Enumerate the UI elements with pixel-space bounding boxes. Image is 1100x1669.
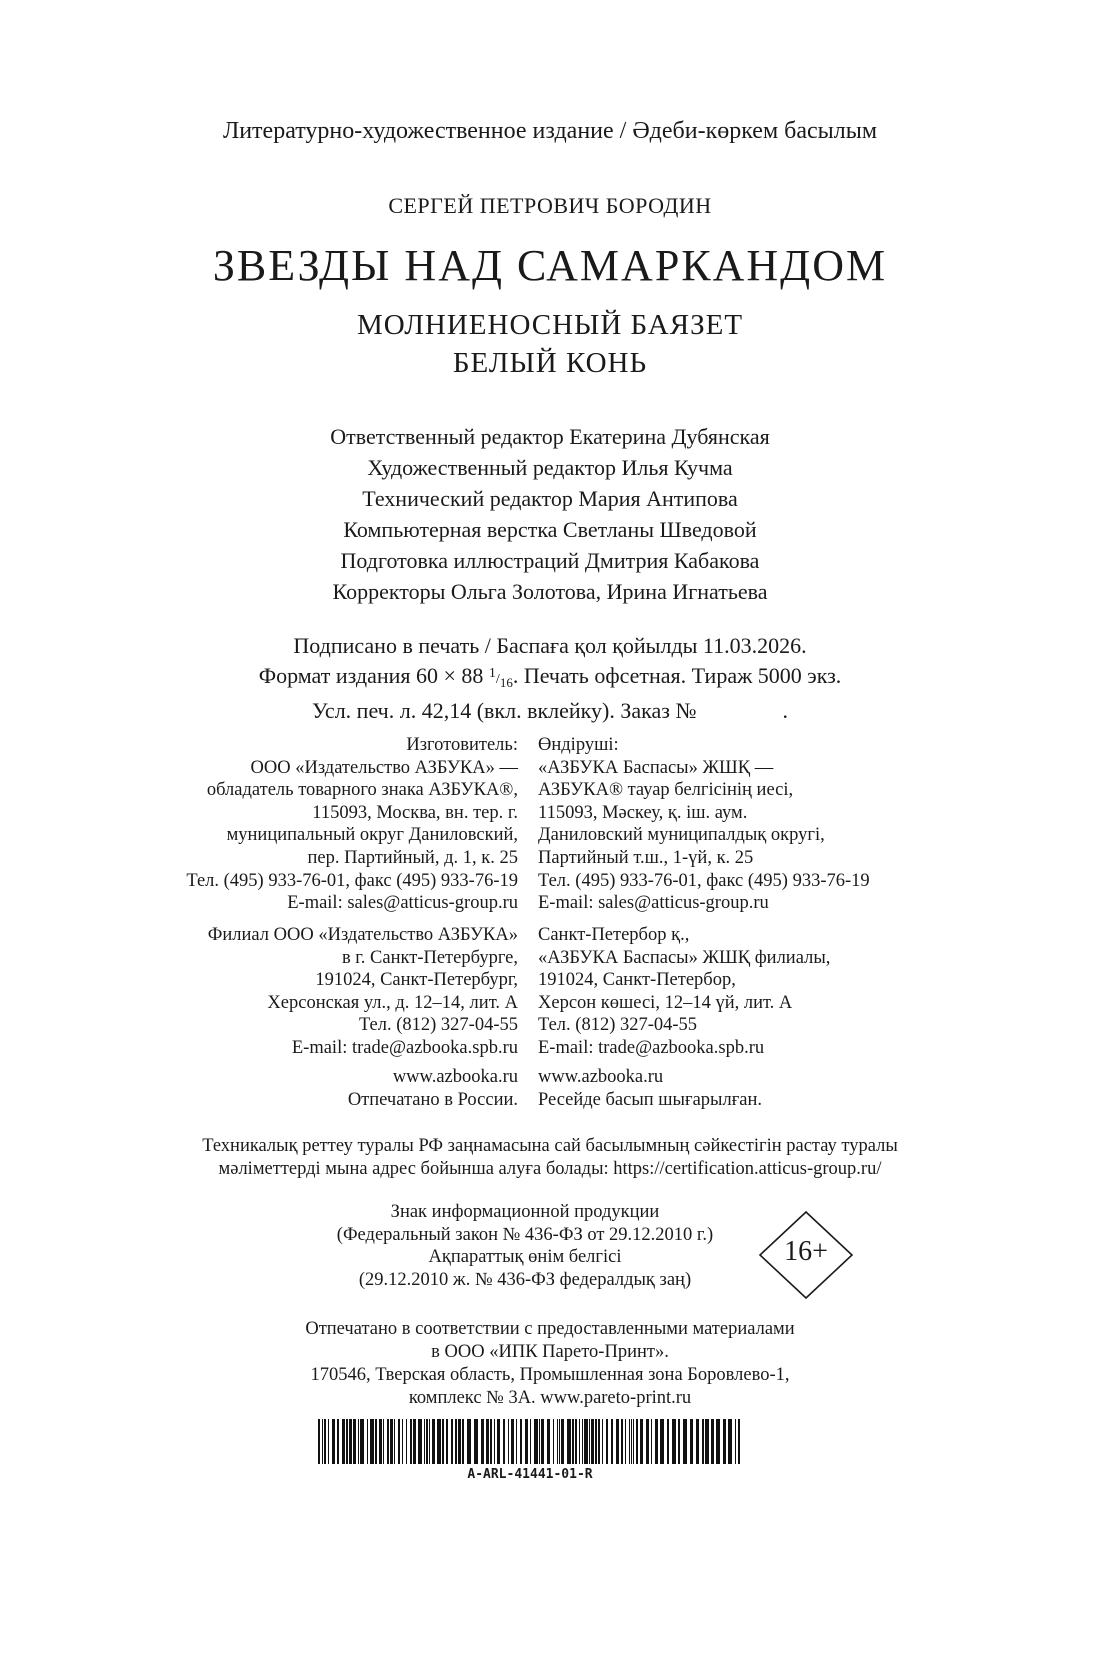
manufacturer-ru-line: E-mail: sales@atticus-group.ru xyxy=(287,893,518,914)
barcode-bar xyxy=(667,1419,669,1464)
sign-line: Знак информационной продукции xyxy=(390,1202,660,1222)
manufacturer-ru xyxy=(186,734,518,915)
barcode-bar xyxy=(413,1419,416,1464)
barcode-bar xyxy=(353,1419,356,1464)
barcode-bar xyxy=(559,1419,560,1464)
printer-line: в ООО «ИПК Парето-Принт». xyxy=(431,1342,669,1362)
manufacturer-kz-line: Тел. (495) 933-76-01, факс (495) 933-76-19 xyxy=(538,870,870,891)
certification-notice xyxy=(0,1135,1100,1181)
barcode-bar xyxy=(402,1419,403,1464)
subtitle-2: БЕЛЫЙ КОНЬ xyxy=(452,347,648,379)
barcode-bar xyxy=(584,1419,588,1464)
branch-kz-line: E-mail: trade@azbooka.spb.ru xyxy=(538,1037,765,1058)
barcode-bar xyxy=(432,1419,435,1464)
barcode-bar xyxy=(324,1419,326,1464)
barcode-bar xyxy=(640,1419,643,1464)
barcode-bar xyxy=(660,1419,664,1464)
barcode-bar xyxy=(490,1419,492,1464)
branch-ru-line: E-mail: trade@azbooka.spb.ru xyxy=(291,1037,518,1058)
manufacturer-ru-line: муниципальный округ Даниловский, xyxy=(226,825,518,846)
barcode-bar xyxy=(525,1419,528,1464)
legal-line: мәліметтерді мына адрес бойынша алуға болады: https://certification.atticus-group.ru/ xyxy=(218,1159,882,1179)
barcode-bar xyxy=(497,1419,500,1464)
barcode-bar xyxy=(394,1419,395,1464)
barcode-bar xyxy=(651,1419,652,1464)
branch-kz-line: Санкт-Петербор қ., xyxy=(538,925,690,945)
barcode-bar xyxy=(462,1419,464,1464)
printer-line: Отпечатано в соответствии с предоставленными материалами xyxy=(305,1319,795,1339)
barcode-bar xyxy=(678,1419,680,1464)
edition-type: Литературно-художественное издание / Әдеби-көркем басылым xyxy=(222,118,878,144)
barcode-bar xyxy=(579,1419,580,1464)
manufacturer-kz-line: 115093, Мәскеу, қ. іш. аум. xyxy=(538,802,748,823)
barcode-bar xyxy=(328,1419,329,1464)
printed-in-kz: Ресейде басып шығарылған. xyxy=(538,1089,763,1110)
sign-line: (Федеральный закон № 436-ФЗ от 29.12.2010 г.) xyxy=(336,1224,714,1245)
barcode-bar xyxy=(629,1419,630,1464)
barcode-bar xyxy=(631,1419,632,1464)
barcode-bar xyxy=(728,1419,732,1464)
barcode-bar xyxy=(595,1419,597,1464)
manufacturer-ru-line: пер. Партийный, д. 1, к. 25 xyxy=(307,847,518,868)
barcode-bar xyxy=(390,1419,393,1464)
barcode-bar xyxy=(705,1419,709,1464)
barcode-bar xyxy=(455,1419,457,1464)
barcode-bar xyxy=(398,1419,400,1464)
barcode-bar xyxy=(516,1419,517,1464)
barcode-bar xyxy=(575,1419,577,1464)
barcode-bar xyxy=(486,1419,489,1464)
manufacturer-kz-line: Өндіруші: xyxy=(538,735,619,755)
barcode-bar xyxy=(621,1419,623,1464)
barcode-bar xyxy=(520,1419,522,1464)
barcode-bar xyxy=(426,1419,428,1464)
credit-line: Ответственный редактор Екатерина Дубянская xyxy=(330,424,770,449)
barcode-bar xyxy=(655,1419,658,1464)
branch-ru-line: Тел. (812) 327-04-55 xyxy=(358,1015,518,1036)
barcode-bar xyxy=(318,1419,320,1464)
manufacturer-ru-line: ООО «Издательство АЗБУКА» — xyxy=(250,757,518,778)
barcode-bar xyxy=(646,1419,649,1464)
format-line xyxy=(0,660,1100,697)
subtitle-1: МОЛНИЕНОСНЫЙ БАЯЗЕТ xyxy=(356,309,744,341)
book-title: ЗВЕЗДЫ НАД САМАРКАНДОМ xyxy=(212,241,888,290)
barcode-bar xyxy=(429,1419,430,1464)
barcode-bar xyxy=(598,1419,600,1464)
manufacturer-ru-line: Изготовитель: xyxy=(406,735,518,755)
branch-ru xyxy=(208,924,518,1060)
barcode-bar xyxy=(358,1419,359,1464)
barcode-bar xyxy=(511,1419,514,1464)
barcode-bar xyxy=(553,1419,554,1464)
barcode-bar xyxy=(561,1419,564,1464)
credit-line: Художественный редактор Илья Кучма xyxy=(367,455,733,480)
branch-ru-line: 191024, Санкт-Петербург, xyxy=(315,970,518,991)
barcode-bar xyxy=(738,1419,740,1464)
manufacturer-kz-line: E-mail: sales@atticus-group.ru xyxy=(538,893,769,914)
manufacturer-ru-line: 115093, Москва, вн. тер. г. xyxy=(312,802,518,823)
barcode-bar xyxy=(541,1419,544,1464)
author-name: СЕРГЕЙ ПЕТРОВИЧ БОРОДИН xyxy=(388,193,712,218)
credit-line: Корректоры Ольга Золотова, Ирина Игнатьева xyxy=(332,579,768,604)
manufacturer-kz xyxy=(538,734,870,915)
barcode-bar xyxy=(418,1419,422,1464)
barcode-bar xyxy=(481,1419,484,1464)
barcode-bar xyxy=(690,1419,693,1464)
format-prefix: Формат издания 60 × 88 xyxy=(258,663,484,688)
barcode-bar xyxy=(711,1419,714,1464)
barcode-bar xyxy=(346,1419,348,1464)
barcode-bar xyxy=(410,1419,412,1464)
barcode-bar xyxy=(696,1419,699,1464)
barcode-bar xyxy=(508,1419,509,1464)
format-suffix: . Печать офсетная. Тираж 5000 экз. xyxy=(512,663,842,688)
barcode-bar xyxy=(582,1419,583,1464)
barcode-bar xyxy=(716,1419,720,1464)
barcode-bar xyxy=(636,1419,638,1464)
branch-kz xyxy=(538,924,830,1060)
barcode-bar xyxy=(437,1419,441,1464)
barcode-bar xyxy=(322,1419,323,1464)
website-kz: www.azbooka.ru xyxy=(538,1067,664,1087)
website-ru: www.azbooka.ru xyxy=(392,1067,518,1087)
barcode-bar xyxy=(406,1419,407,1464)
barcode-bar xyxy=(735,1419,736,1464)
barcode-bar xyxy=(557,1419,558,1464)
sheets-text: Усл. печ. л. 42,14 (вкл. вклейку). Заказ № xyxy=(312,698,697,723)
barcode-bar xyxy=(606,1419,608,1464)
barcode-bar xyxy=(424,1419,425,1464)
manufacturer-ru-line: Тел. (495) 933-76-01, факс (495) 933-76-19 xyxy=(186,870,518,891)
barcode-bar xyxy=(370,1419,374,1464)
sheets-order-line xyxy=(0,697,1100,725)
credit-line: Компьютерная верстка Светланы Шведовой xyxy=(343,517,757,542)
barcode-bar xyxy=(503,1419,505,1464)
manufacturer-kz-line: Даниловский муниципалдық округі, xyxy=(538,825,825,846)
barcode-bar xyxy=(534,1419,538,1464)
barcode-bar xyxy=(672,1419,676,1464)
barcode-bar xyxy=(379,1419,382,1464)
manufacturer-ru-line: обладатель товарного знака АЗБУКА®, xyxy=(206,780,518,801)
footer-ru xyxy=(348,1066,518,1111)
barcode-bar xyxy=(367,1419,368,1464)
barcode-bar xyxy=(360,1419,364,1464)
fraction-numerator: 1 xyxy=(488,666,496,681)
legal-line: Техникалық реттеу туралы РФ заңнамасына сай басылымның сәйкестігін растау туралы xyxy=(202,1136,898,1156)
printer-info xyxy=(0,1318,1100,1410)
subtitles xyxy=(0,306,1100,382)
barcode-bar xyxy=(625,1419,626,1464)
barcode-bar xyxy=(375,1419,377,1464)
sheets-end: . xyxy=(782,698,788,723)
barcode-bar xyxy=(451,1419,453,1464)
fraction-denominator: 16 xyxy=(499,675,513,690)
footer-kz xyxy=(538,1066,762,1111)
branch-kz-line: 191024, Санкт-Петербор, xyxy=(538,970,736,991)
branch-ru-line: в г. Санкт-Петербурге, xyxy=(341,947,518,968)
barcode-bar xyxy=(446,1419,448,1464)
format-fraction xyxy=(488,666,513,690)
barcode-bar xyxy=(723,1419,726,1464)
credit-line: Подготовка иллюстраций Дмитрия Кабакова xyxy=(340,548,760,573)
barcode-bar xyxy=(602,1419,603,1464)
barcode-bar xyxy=(467,1419,471,1464)
sign-line: Ақпараттық өнім белгісі xyxy=(428,1247,622,1268)
barcode-code: A-ARL-41441-01-R xyxy=(467,1467,593,1482)
barcode-bar xyxy=(702,1419,704,1464)
barcode-bar xyxy=(567,1419,571,1464)
printer-line: 170546, Тверская область, Промышленная зона Боровлево-1, xyxy=(310,1365,790,1385)
credit-line: Технический редактор Мария Антипова xyxy=(362,486,738,511)
barcode-bar xyxy=(383,1419,384,1464)
barcode-bar xyxy=(616,1419,619,1464)
manufacturer-kz-line: «АЗБУКА Баспасы» ЖШҚ — xyxy=(538,757,774,778)
printer-line: комплекс № 3А. www.pareto-print.ru xyxy=(408,1388,692,1408)
barcode-bar xyxy=(494,1419,495,1464)
signed-date: Подписано в печать / Баспаға қол қойылды 11.03.2026. xyxy=(293,633,807,658)
barcode-bar xyxy=(342,1419,345,1464)
barcode-bar xyxy=(442,1419,444,1464)
barcode-bar xyxy=(589,1419,590,1464)
credits-list xyxy=(0,421,1100,607)
barcode-bar xyxy=(337,1419,339,1464)
fraction-slash: / xyxy=(495,672,500,687)
branch-ru-line: Филиал ООО «Издательство АЗБУКА» xyxy=(207,925,518,945)
info-product-sign xyxy=(300,1201,750,1291)
barcode-bar xyxy=(572,1419,574,1464)
barcode-bar xyxy=(530,1419,531,1464)
barcode-bar xyxy=(683,1419,687,1464)
age-rating-label: 16+ xyxy=(784,1236,828,1267)
manufacturer-kz-line: Партийный т.ш., 1-үй, к. 25 xyxy=(538,847,754,868)
barcode-bar xyxy=(332,1419,335,1464)
sign-line: (29.12.2010 ж. № 436-ФЗ федералдық заң) xyxy=(358,1269,692,1290)
barcode-bar xyxy=(539,1419,540,1464)
branch-ru-line: Херсонская ул., д. 12–14, лит. А xyxy=(267,992,518,1013)
barcode-bar xyxy=(633,1419,634,1464)
branch-kz-line: Тел. (812) 327-04-55 xyxy=(538,1015,698,1036)
printed-in-ru: Отпечатано в России. xyxy=(347,1089,518,1110)
manufacturer-kz-line: АЗБУКА® тауар белгісінің иесі, xyxy=(538,780,794,801)
barcode-bar xyxy=(387,1419,389,1464)
barcode-bar xyxy=(611,1419,613,1464)
barcode-bar xyxy=(349,1419,352,1464)
print-info xyxy=(0,632,1100,725)
barcode-bar xyxy=(591,1419,594,1464)
branch-kz-line: Херсон көшесі, 12–14 үй, лит. А xyxy=(538,992,793,1013)
barcode-bar xyxy=(474,1419,478,1464)
barcode-bar xyxy=(547,1419,550,1464)
branch-kz-line: «АЗБУКА Баспасы» ЖШҚ филиалы, xyxy=(538,947,831,968)
barcode-icon xyxy=(318,1419,742,1464)
barcode-bar xyxy=(458,1419,461,1464)
